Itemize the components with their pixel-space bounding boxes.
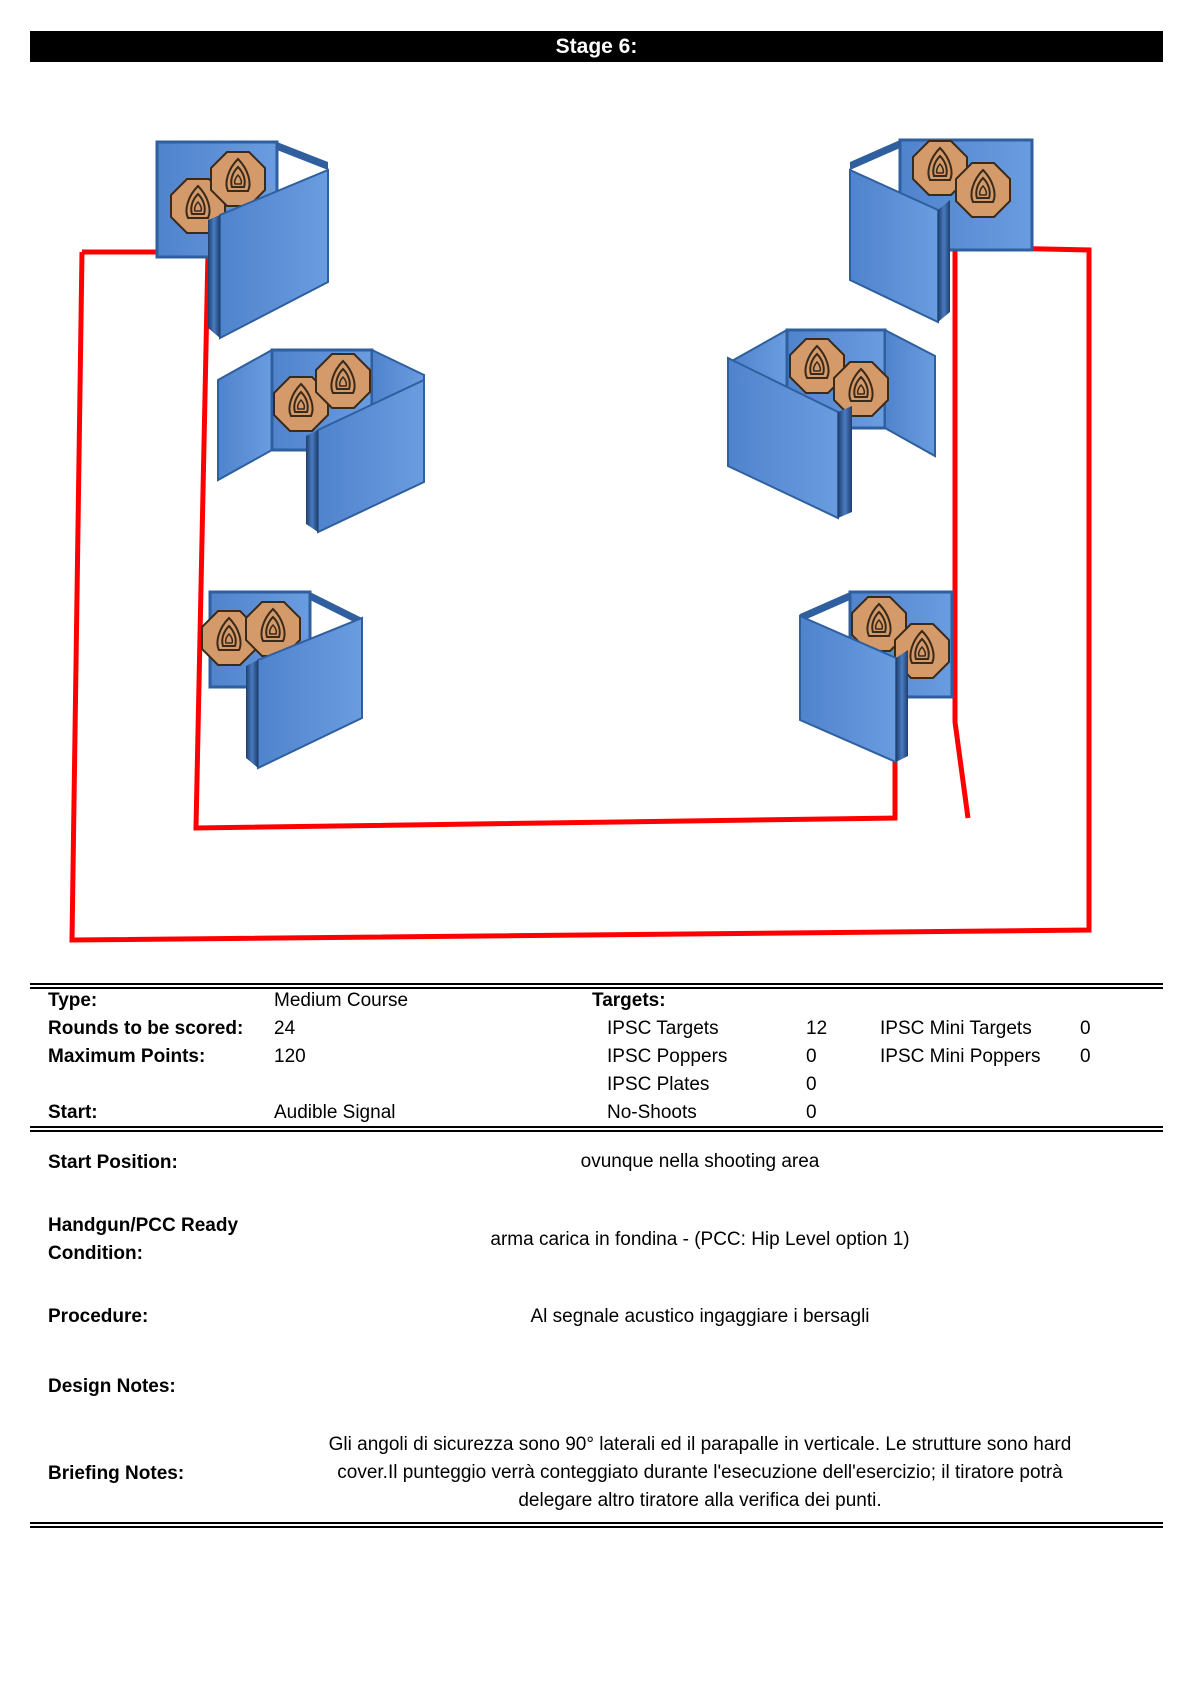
- start-value: Audible Signal: [274, 1102, 396, 1123]
- briefing-line-2: cover.Il punteggio verrà conteggiato durante l'esecuzione dell'esercizio; il tiratore potrà: [337, 1462, 1063, 1483]
- divider-bottom: [30, 1522, 1163, 1528]
- start-label: Start:: [48, 1102, 98, 1123]
- ipsc-mini-poppers-count: 0: [1080, 1046, 1091, 1067]
- bay-top-right: [850, 140, 1032, 322]
- stage-diagram: [0, 100, 1191, 960]
- briefing-line-3: delegare altro tiratore alla verifica dei punti.: [518, 1490, 882, 1511]
- ipsc-mini-targets-label: IPSC Mini Targets: [880, 1018, 1032, 1039]
- type-label: Type:: [48, 990, 98, 1011]
- no-shoots-label: No-Shoots: [607, 1102, 697, 1123]
- ready-label-line2: Condition:: [48, 1243, 143, 1264]
- ipsc-mini-targets-count: 0: [1080, 1018, 1091, 1039]
- briefing-notes-label: Briefing Notes:: [48, 1463, 185, 1484]
- ipsc-targets-label: IPSC Targets: [607, 1018, 719, 1039]
- bay-top-left: [157, 142, 328, 338]
- ready-condition-value: arma carica in fondina - (PCC: Hip Level option 1): [490, 1229, 910, 1250]
- type-value: Medium Course: [274, 990, 409, 1011]
- procedure-label: Procedure:: [48, 1306, 149, 1327]
- bay-bottom-right: [800, 592, 952, 762]
- divider-middle: [30, 1126, 1163, 1132]
- max-points-value: 120: [274, 1046, 306, 1067]
- design-notes-label: Design Notes:: [48, 1376, 176, 1397]
- bay-bottom-left: [202, 592, 362, 768]
- start-position-value: ovunque nella shooting area: [580, 1151, 820, 1172]
- start-position-label: Start Position:: [48, 1152, 178, 1173]
- ipsc-plates-count: 0: [806, 1074, 817, 1095]
- ipsc-mini-poppers-label: IPSC Mini Poppers: [880, 1046, 1041, 1067]
- divider-top: [30, 983, 1163, 989]
- ipsc-targets-count: 12: [806, 1018, 828, 1039]
- ipsc-poppers-count: 0: [806, 1046, 817, 1067]
- briefing-line-1: Gli angoli di sicurezza sono 90° laterali ed il parapalle in verticale. Le strutture sono hard: [328, 1434, 1072, 1455]
- targets-label: Targets:: [592, 990, 666, 1011]
- no-shoots-count: 0: [806, 1102, 817, 1123]
- ipsc-plates-label: IPSC Plates: [607, 1074, 710, 1095]
- stage-title: Stage 6:: [30, 31, 1163, 62]
- bay-mid-left: [218, 350, 424, 532]
- bay-mid-right: [728, 330, 935, 518]
- rounds-label: Rounds to be scored:: [48, 1018, 244, 1039]
- procedure-value: Al segnale acustico ingaggiare i bersagli: [530, 1306, 870, 1327]
- ready-label-line1: Handgun/PCC Ready: [48, 1215, 239, 1236]
- max-points-label: Maximum Points:: [48, 1046, 206, 1067]
- rounds-value: 24: [274, 1018, 296, 1039]
- ipsc-poppers-label: IPSC Poppers: [607, 1046, 728, 1067]
